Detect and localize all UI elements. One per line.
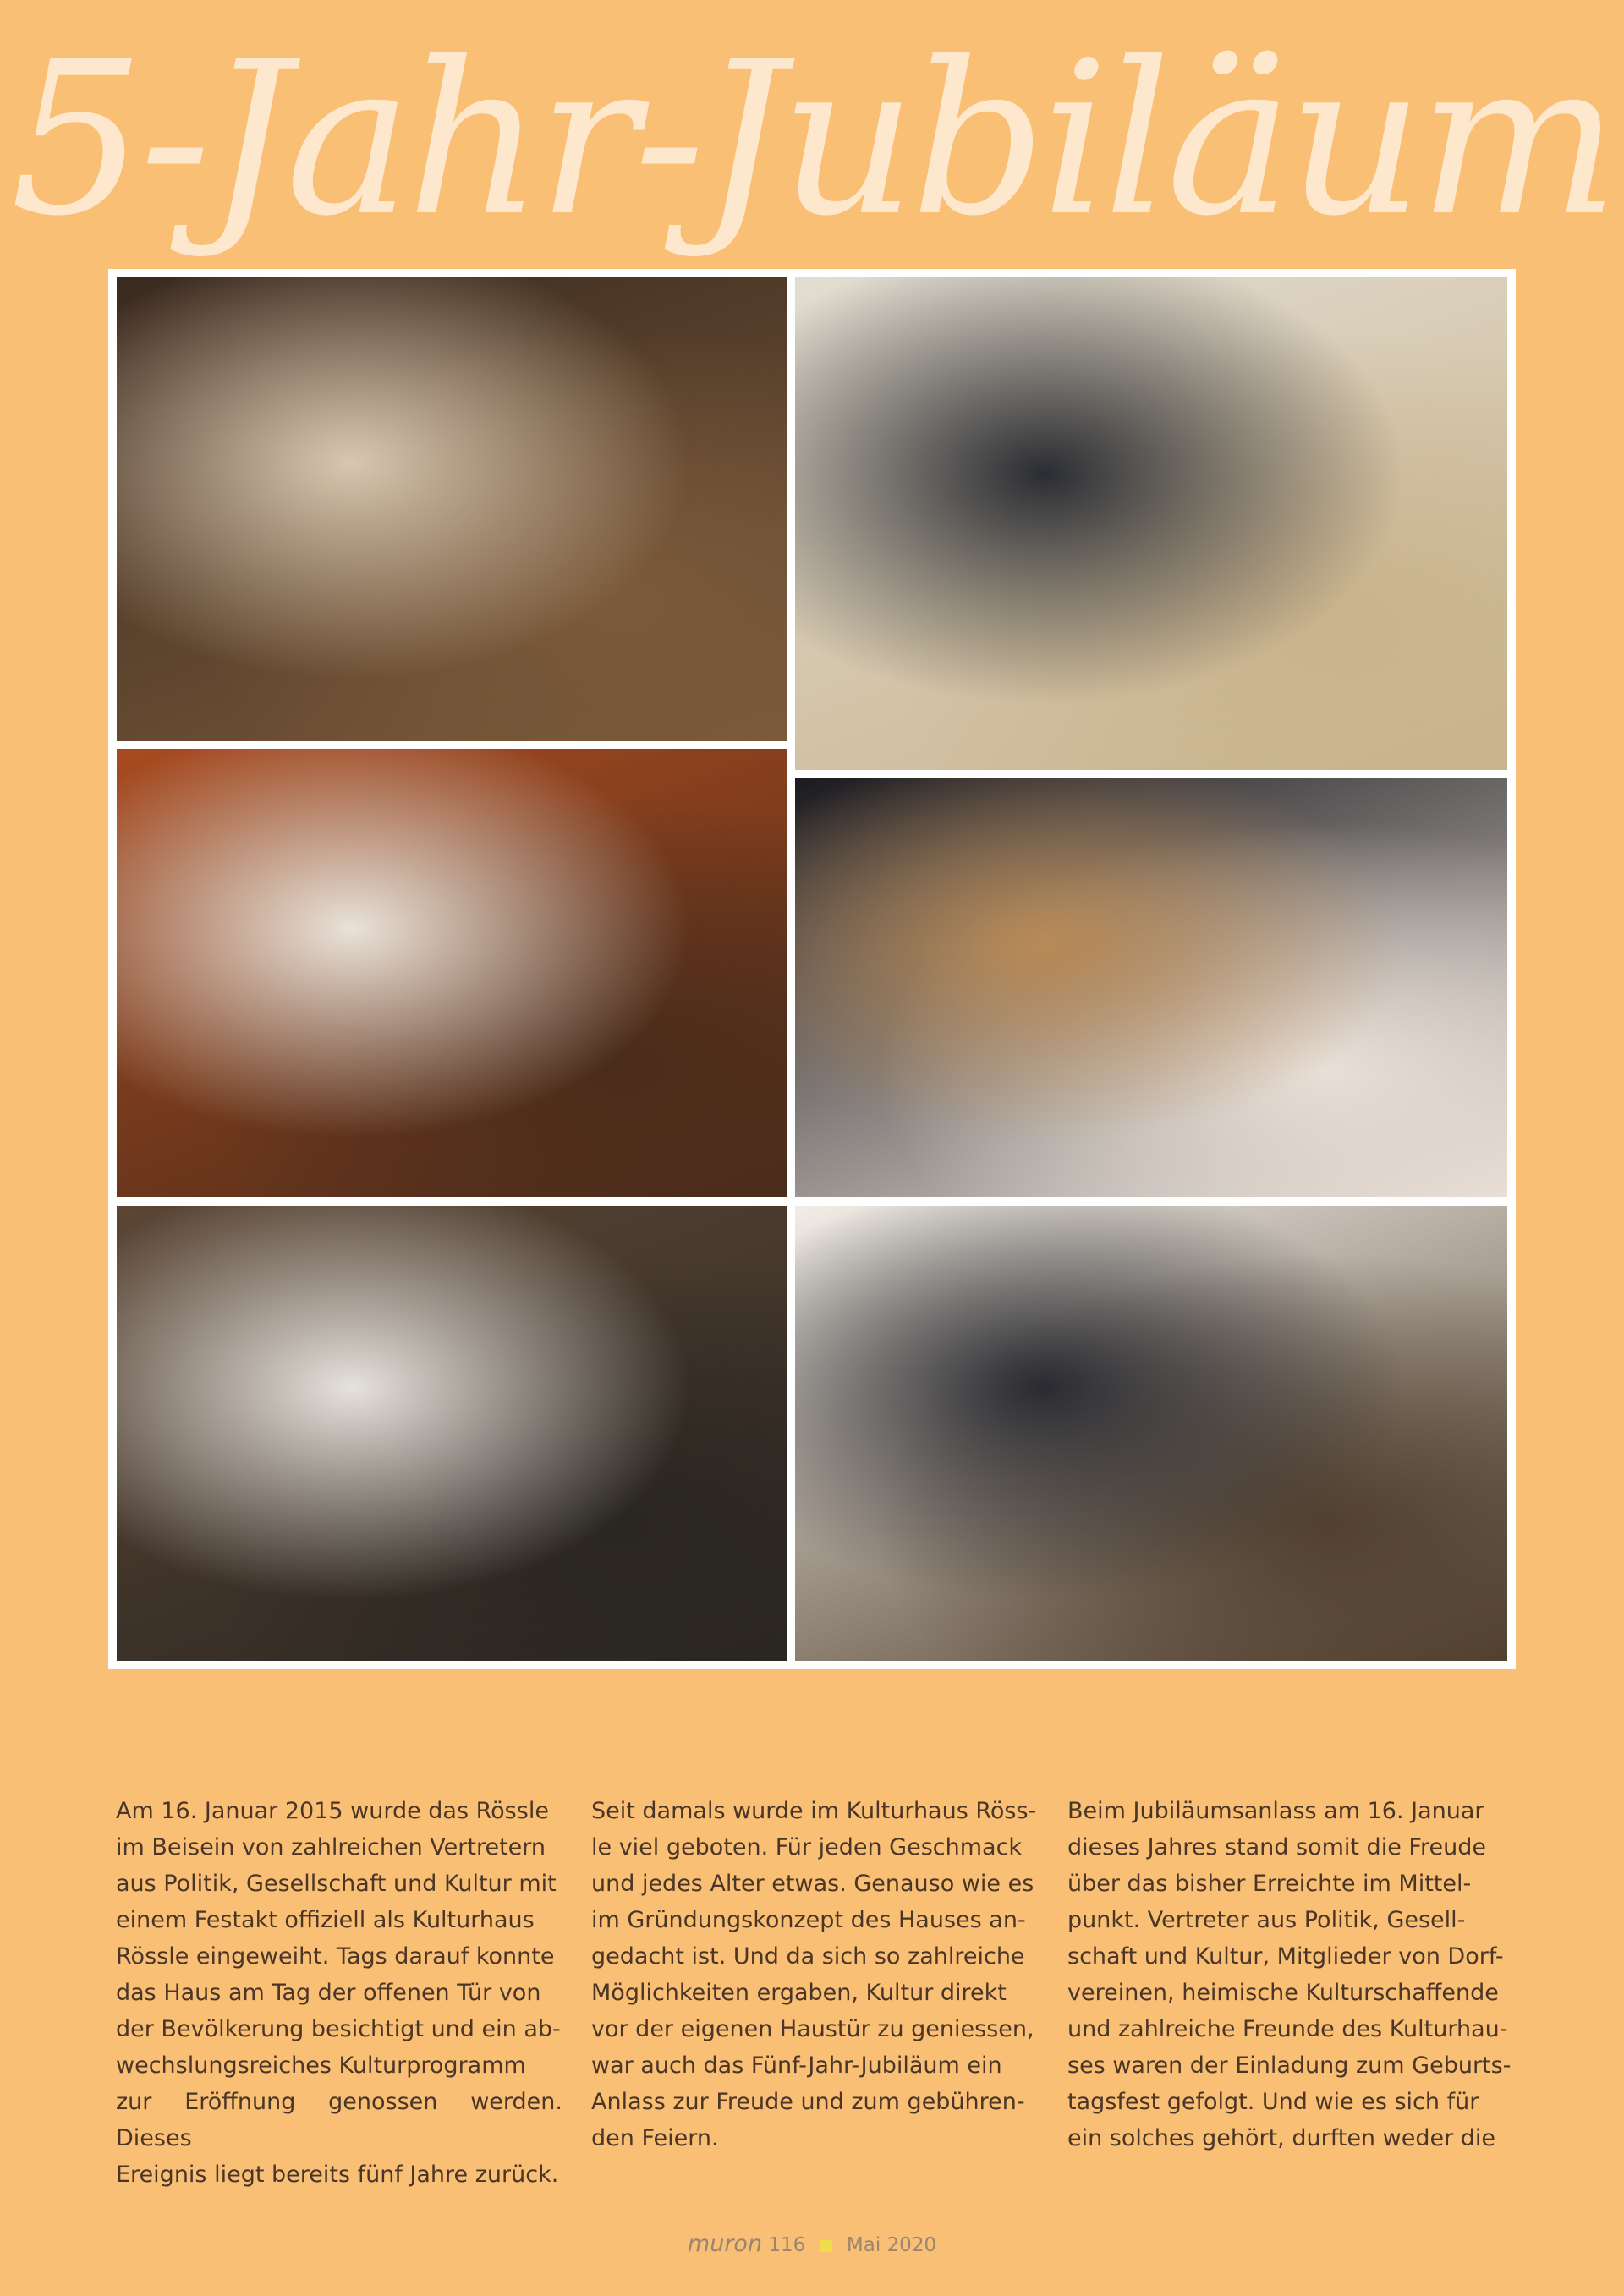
footer-brand: muron [687, 2231, 763, 2257]
page-title: 5-Jahr-Jubiläum [9, 16, 1615, 262]
footer-square-icon [820, 2240, 832, 2252]
footer-date: Mai 2020 [846, 2234, 937, 2256]
article-column-2: Seit damals wurde im Kulturhaus Röss- le viel geboten. Für jeden Geschmack und jedes Alter etwas. Genauso wie es im Gründungskonzept des Hauses an- gedacht ist. Und da sich so zahlreiche Möglichkeiten ergaben, Kultur direkt vor der eigenen Haustür zu geniessen, war auch das Fünf-Jahr-Jubiläum ein Anlass zur Freude und zum gebühren- den Feiern. [591, 1798, 1037, 2151]
photo-wall-gallery [795, 277, 1507, 770]
photo-three-guests [795, 1206, 1507, 1661]
photo-collage [108, 269, 1516, 1669]
article-column-1: Am 16. Januar 2015 wurde das Rössle im Beisein von zahlreichen Vertretern aus Politik, Gesellschaft und Kultur mit einem Festakt offiziell als Kulturhaus Rössle eingeweiht. Tags darauf konnte das Haus am Tag der offenen Tür von der Bevölkerung besichtigt und ein ab- wechslungsreiches Kulturprogramm zur Eröffnung genossen werden. Dieses Ereignis liegt bereits fünf Jahre zurück. [116, 1798, 562, 2188]
photo-table-guests [117, 749, 787, 1197]
photo-crowd [117, 1206, 787, 1661]
photo-buffet [117, 277, 787, 741]
photo-stage-band [795, 778, 1507, 1197]
article-column-3: Beim Jubiläumsanlass am 16. Januar dieses Jahres stand somit die Freude über das bisher Erreichte im Mittel- punkt. Vertreter aus Politik, Gesell- schaft und Kultur, Mitglieder von Dorf- vereinen, heimische Kulturschaffende und zahlreiche Freunde des Kulturhau- ses waren der Einladung zum Geburts- tagsfest gefolgt. Und wie es sich für ein solches gehört, durften weder die [1067, 1798, 1512, 2151]
footer-issue: 116 [768, 2234, 806, 2256]
page-footer [0, 2231, 1624, 2257]
